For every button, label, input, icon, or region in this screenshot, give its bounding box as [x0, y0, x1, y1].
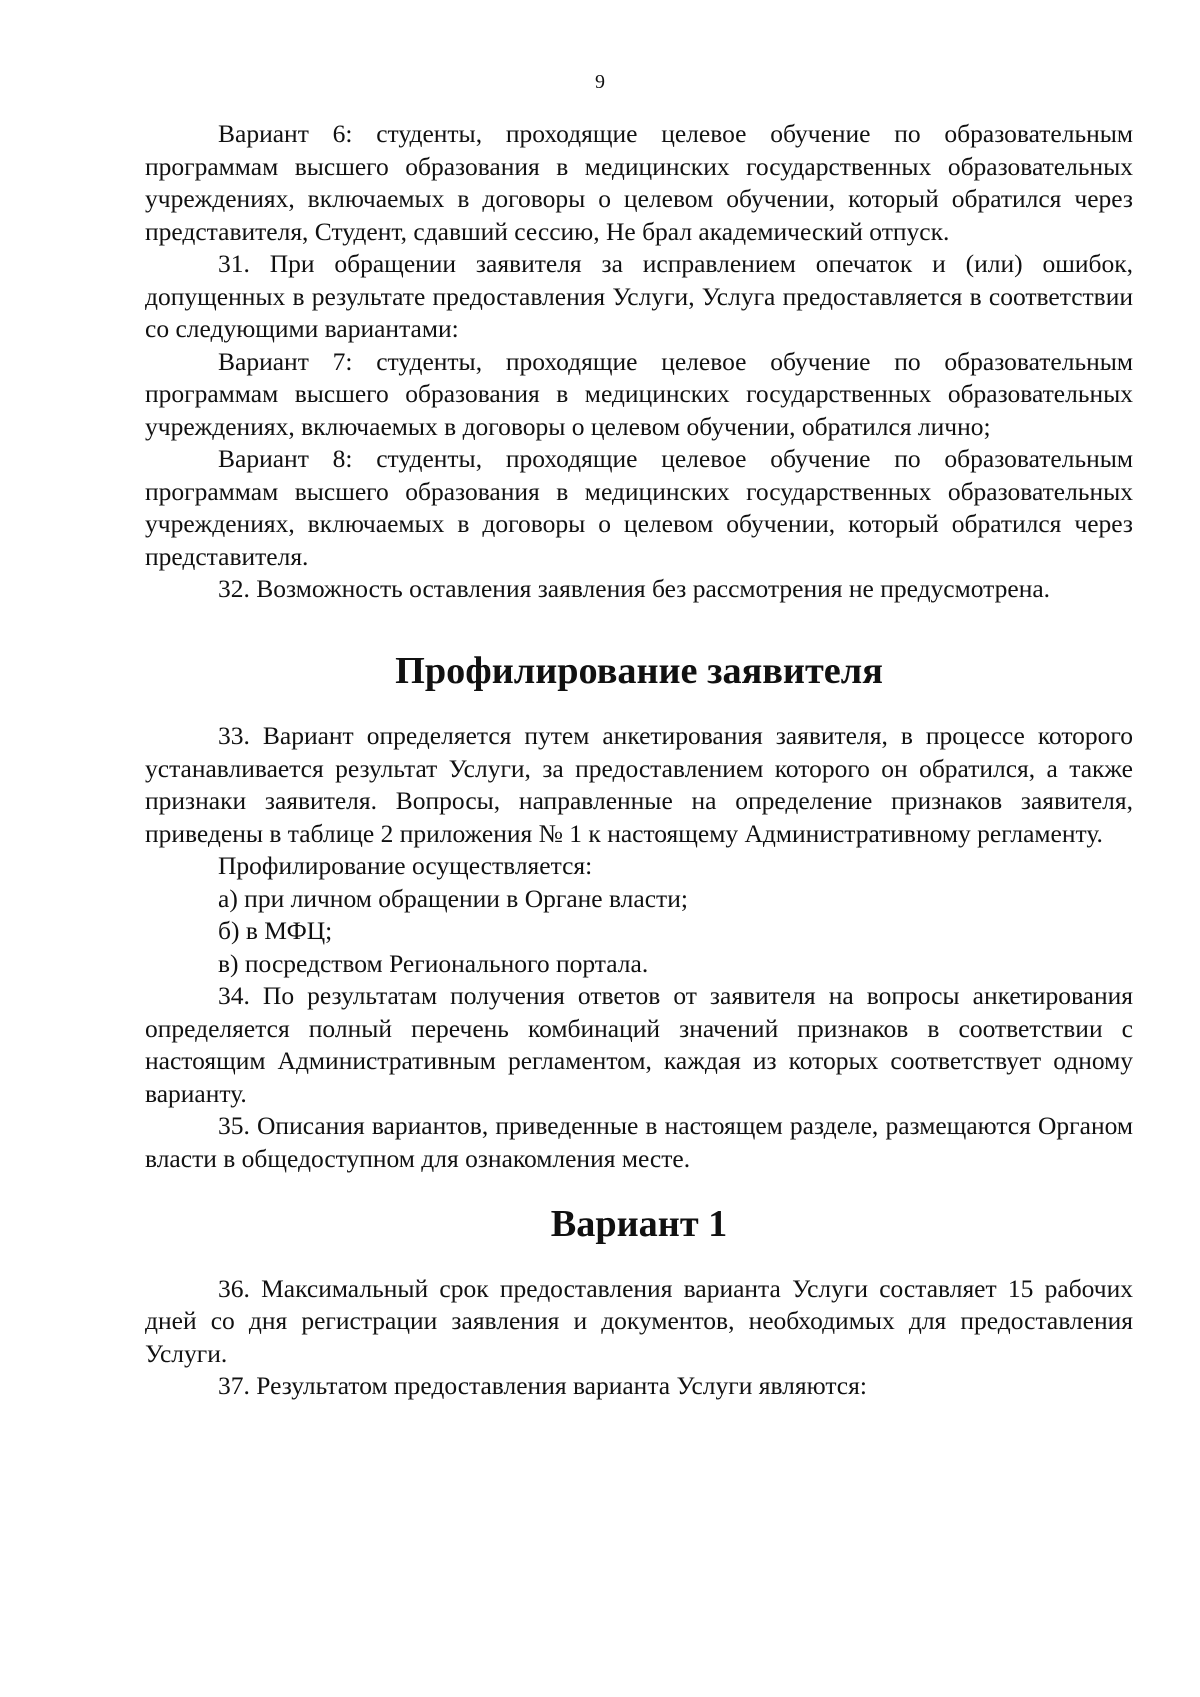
paragraph-variant-8: Вариант 8: студенты, проходящие целевое обучение по образовательным программам высшего образования в медицинских государственных образовательных учреждениях, включаемых в договоры о целевом обучении, который обратился через представителя.	[145, 444, 1133, 571]
paragraph-35: 35. Описания вариантов, приведенные в настоящем разделе, размещаются Органом власти в общедоступном для ознакомления месте.	[145, 1111, 1133, 1173]
document-body	[145, 118, 1133, 1403]
paragraph-32: 32. Возможность оставления заявления без рассмотрения не предусмотрена.	[218, 574, 1051, 603]
paragraph-37: 37. Результатом предоставления варианта Услуги являются:	[218, 1371, 867, 1400]
list-item-b: б) в МФЦ;	[218, 916, 333, 945]
page-number: 9	[595, 71, 605, 93]
paragraph-31: 31. При обращении заявителя за исправлением опечаток и (или) ошибок, допущенных в результате предоставления Услуги, Услуга предоставляется в соответствии со следующими вариантами:	[145, 249, 1133, 343]
section-heading-variant-1: Вариант 1	[550, 1203, 728, 1245]
paragraph-36: 36. Максимальный срок предоставления варианта Услуги составляет 15 рабочих дней со дня регистрации заявления и документов, необходимых для предоставления Услуги.	[145, 1273, 1133, 1368]
paragraph-34: 34. По результатам получения ответов от заявителя на вопросы анкетирования определяется полный перечень комбинаций значений признаков в соответствии с настоящим Административным регламентом, каждая из которых соответствует одному варианту.	[145, 981, 1133, 1108]
paragraph-variant-7: Вариант 7: студенты, проходящие целевое обучение по образовательным программам высшего образования в медицинских государственных образовательных учреждениях, включаемых в договоры о целевом обучении, обратился лично;	[145, 346, 1133, 441]
section-heading-profiling: Профилирование заявителя	[395, 649, 883, 692]
paragraph-33: 33. Вариант определяется путем анкетирования заявителя, в процессе которого устанавливается результат Услуги, за предоставлением которого он обратился, а также признаки заявителя. Вопросы, направленные на определение признаков заявителя, приведены в таблице 2 приложения № 1 к настоящему Административному регламенту.	[145, 721, 1133, 848]
list-item-a: а) при личном обращении в Органе власти;	[218, 883, 688, 913]
list-item-c: в) посредством Регионального портала.	[218, 948, 649, 978]
paragraph-profiling-intro: Профилирование осуществляется:	[218, 851, 593, 880]
paragraph-variant-6: Вариант 6: студенты, проходящие целевое обучение по образовательным программам высшего образования в медицинских государственных образовательных учреждениях, включаемых в договоры о целевом обучении, который обратился через представителя, Студент, сдавший сессию, Не брал академический отпуск.	[145, 119, 1133, 246]
